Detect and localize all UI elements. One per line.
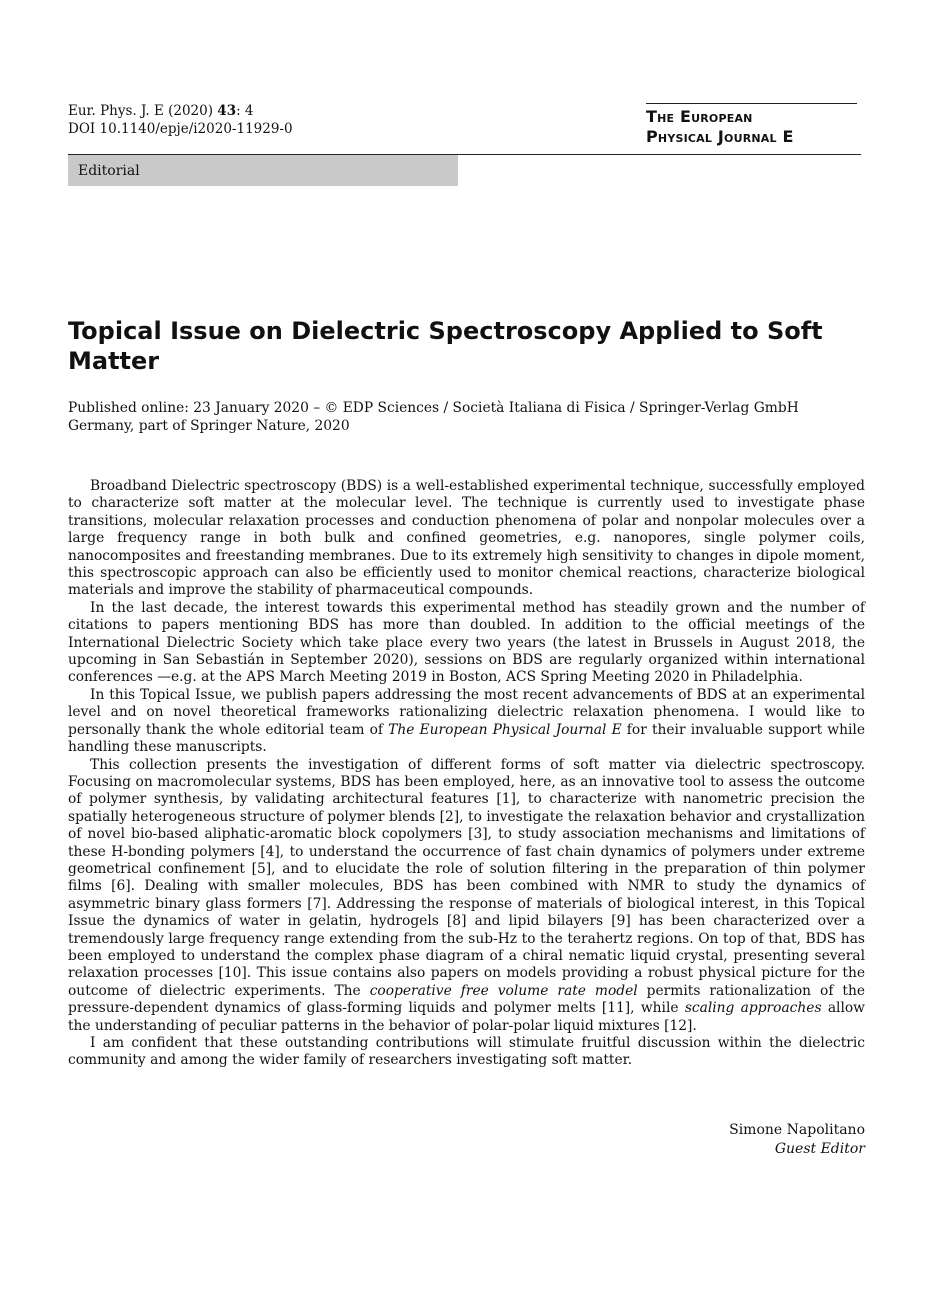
emphasis-scaling: scaling approaches [684,1000,822,1017]
paragraph-4 [68,757,865,1036]
doi[interactable]: DOI 10.1140/epje/i2020-11929-0 [68,121,293,137]
paragraph-3-text-b: for their invaluable support while handling these manuscripts. [68,721,865,756]
signature-block [600,1121,865,1159]
citation-page: : 4 [236,103,254,119]
citation-volume: 43 [217,103,237,119]
paragraph-4-text-a: This collection presents the investigation of different forms of soft matter via dielectric spectroscopy. Focusing on macromolecular systems, BDS has been employed, here, as an innovative tool to assess the outcome of polymer synthesis, by validating architectural features [1], to characterize with nanometric precision the spatially heterogeneous structure of polymer blends [2], to investigate the relaxation behavior and crystallization of novel bio-based aliphatic-aromatic block copolymers [3], to study association mechanisms and limitations of these H-bonding polymers [4], to understand the occurrence of fast chain dynamics of polymers under extreme geometrical confinement [5], and to elucidate the role of solution filtering in the preparation of thin polymer films [6]. Dealing with smaller molecules, BDS has been combined with NMR to study the dynamics of asymmetric binary glass formers [7]. Addressing the response of materials of biological interest, in this Topical Issue the dynamics of water in gelatin, hydrogels [8] and lipid bilayers [9] has been characterized over a tremendously large frequency range extending from the sub-Hz to the terahertz regions. On top of that, BDS has been employed to understand the complex phase diagram of a chiral nematic liquid crystal, presenting several relaxation processes [10]. This issue contains also papers on models providing a robust physical picture for the outcome of dielectric experiments. The [68,756,865,999]
citation-line [68,102,293,120]
citation-block [68,102,293,138]
paragraph-3 [68,687,865,757]
editor-name: Simone Napolitano [729,1122,865,1138]
paragraph-2: In the last decade, the interest towards this experimental method has steadily grown and the number of citations to papers mentioning BDS has more than doubled. In addition to the official meetings of the International Dielectric Society which take place every two years (the latest in Brussels in August 2018, the upcoming in San Sebastián in September 2020), sessions on BDS are regularly organized within international conferences —e.g. at the APS March Meeting 2019 in Boston, ACS Spring Meeting 2020 in Philadelphia. [68,599,865,686]
paragraph-4-text-b: permits rationalization of the pressure-dependent dynamics of glass-forming liquids and polymer melts [11], while [68,982,866,1017]
emphasis-model: cooperative free volume rate model [369,982,638,999]
section-bar [68,155,458,186]
paragraph-1: Broadband Dielectric spectroscopy (BDS) is a well-established experimental technique, successfully employed to characterize soft matter at the molecular level. The technique is currently used to investigate phase transitions, molecular relaxation processes and conduction phenomena of polar and nonpolar molecules over a large frequency range in both bulk and confined geometries, e.g. nanopores, single polymer coils, nanocomposites and freestanding membranes. Due to its extremely high sensitivity to changes in dipole moment, this spectroscopic approach can also be efficiently used to monitor chemical reactions, characterize biological materials and improve the stability of pharmaceutical compounds. [68,478,865,599]
brand-rule-top [646,103,857,104]
article-body [68,478,865,1070]
journal-brand [646,103,857,147]
section-label: Editorial [78,163,140,179]
journal-name-line1: The European [646,107,753,126]
journal-name-line2: Physical Journal E [646,127,794,146]
citation-journal: Eur. Phys. J. E (2020) [68,103,218,119]
editor-role: Guest Editor [774,1141,865,1157]
paragraph-3-text-a: In this Topical Issue, we publish papers addressing the most recent advancements of BDS at an experimental level and on novel theoretical frameworks rationalizing dielectric relaxation phenomena. I would like to personally thank the whole editorial team of [68,686,865,738]
paragraph-5: I am confident that these outstanding contributions will stimulate fruitful discussion within the dielectric community and among the wider family of researchers investigating soft matter. [68,1035,865,1069]
journal-reference: The European Physical Journal E [388,721,622,738]
paragraph-4-text-c: allow the understanding of peculiar patterns in the behavior of polar-polar liquid mixtures [12]. [68,1000,865,1034]
publication-info: Published online: 23 January 2020 – © EDP Sciences / Società Italiana di Fisica / Springer-Verlag GmbH Germany, part of Springer Nature, 2020 [68,400,799,434]
article-title: Topical Issue on Dielectric Spectroscopy Applied to Soft Matter [68,317,823,375]
